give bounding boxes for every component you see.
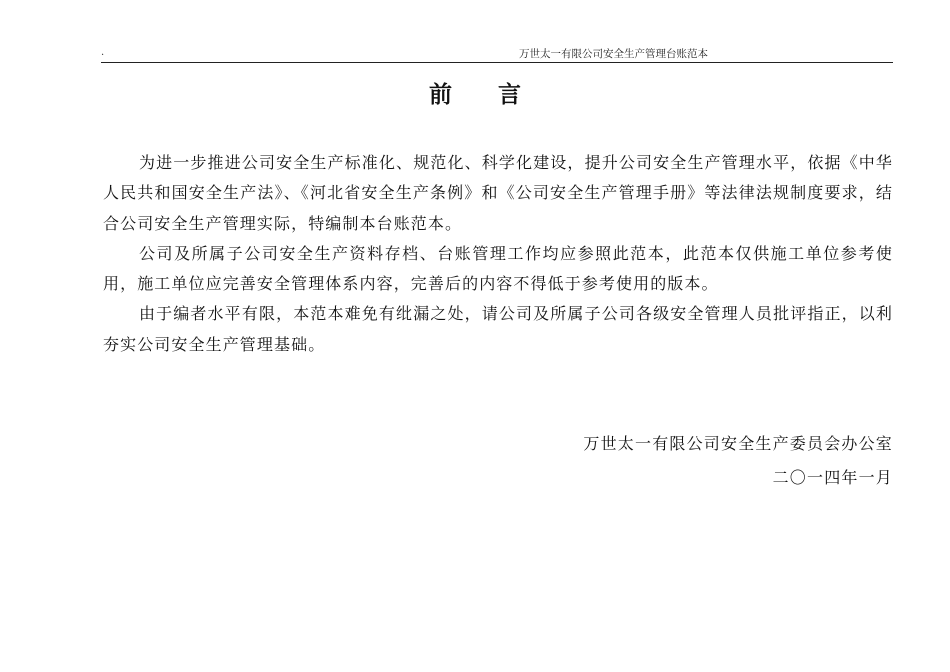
header-running-title: 万世太一有限公司安全生产管理台账范本 bbox=[519, 48, 708, 60]
header-marker: . bbox=[101, 47, 105, 58]
preface-paragraph-1: 为进一步推进公司安全生产标准化、规范化、科学化建设，提升公司安全生产管理水平，依据《中华人民共和国安全生产法》、《河北省安全生产条例》和《公司安全生产管理手册》等法律法规制度要求，结合公司安全生产管理实际，特编制本台账范本。 bbox=[103, 153, 893, 233]
page-header bbox=[101, 46, 893, 63]
preface-paragraph-2: 公司及所属子公司安全生产资料存档、台账管理工作均应参照此范本，此范本仅供施工单位参考使用，施工单位应完善安全管理体系内容，完善后的内容不得低于参考使用的版本。 bbox=[103, 243, 893, 294]
preface-body bbox=[103, 148, 893, 360]
signature-organization: 万世太一有限公司安全生产委员会办公室 bbox=[583, 434, 893, 453]
signature-date: 二〇一四年一月 bbox=[772, 468, 893, 487]
preface-paragraph-3: 由于编者水平有限，本范本难免有纰漏之处，请公司及所属子公司各级安全管理人员批评指正，以利夯实公司安全生产管理基础。 bbox=[103, 304, 893, 354]
page-title: 前言 bbox=[429, 82, 567, 108]
